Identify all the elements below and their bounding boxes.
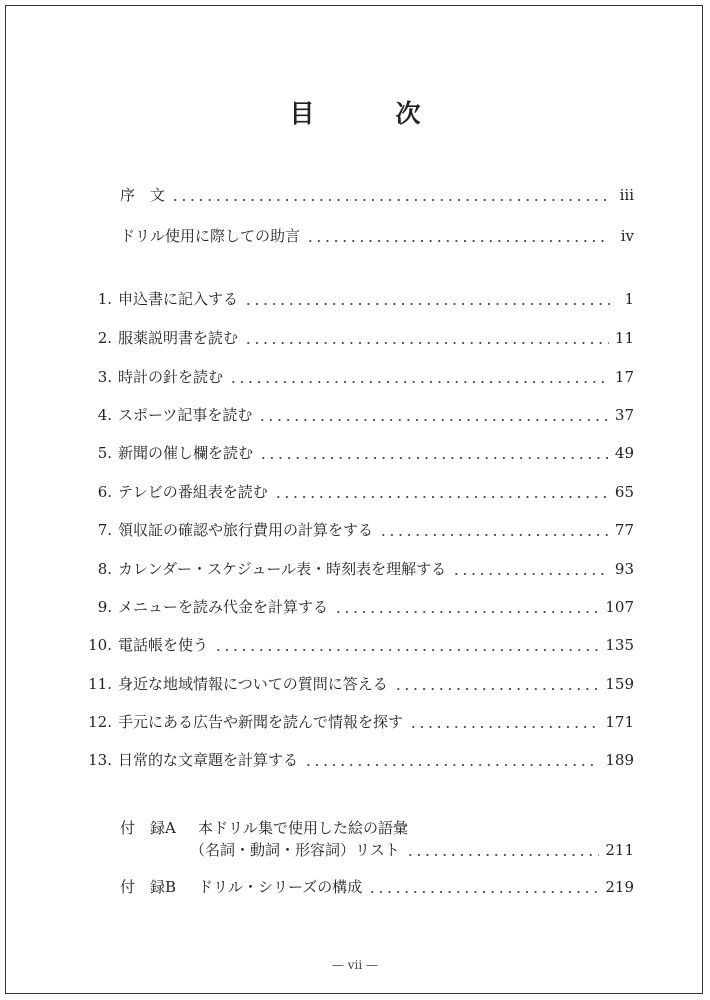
toc-entry-chapter[interactable] <box>80 673 634 695</box>
toc-entry-label: スポーツ記事を読む <box>118 406 253 424</box>
leader-dots <box>214 634 599 656</box>
page-number-footer: — vii — <box>331 958 379 972</box>
toc-entry-chapter[interactable] <box>80 327 634 349</box>
leader-dots <box>259 442 609 464</box>
leader-dots <box>244 288 610 310</box>
toc-entry-page: iii <box>619 186 634 204</box>
chapter-number: 13. <box>88 751 112 769</box>
toc-entry-page: 11 <box>614 329 634 347</box>
toc-entry-chapter[interactable] <box>80 749 634 771</box>
toc-entry-chapter[interactable] <box>80 366 634 388</box>
toc-entry-label: 電話帳を使う <box>118 636 209 654</box>
toc-entry-label: テレビの番組表を読む <box>118 483 268 501</box>
toc-entry-label: ドリル・シリーズの構成 <box>198 878 363 896</box>
toc-entry-chapter[interactable] <box>80 596 634 618</box>
appendix-b-label-group <box>80 876 362 898</box>
leader-dots <box>171 184 610 206</box>
chapter-number: 9. <box>97 598 112 616</box>
toc-entry-preface[interactable] <box>80 184 634 206</box>
toc-entry-label: （名詞・動詞・形容詞）リスト <box>190 841 400 859</box>
toc-entry-page: 219 <box>605 878 634 896</box>
toc-entry-label: 時計の針を読む <box>118 368 224 386</box>
toc-entry-page: 159 <box>605 675 634 693</box>
leader-dots <box>334 596 599 618</box>
toc-entry-page: 135 <box>605 636 634 654</box>
toc-entry-appendix-b[interactable] <box>80 876 634 898</box>
leader-dots <box>229 366 609 388</box>
toc-entry-chapter[interactable] <box>80 711 634 733</box>
toc-entry-page: 1 <box>624 290 634 308</box>
chapter-number: 3. <box>97 368 112 386</box>
leader-dots <box>406 839 600 861</box>
page-title: 目 次 <box>289 99 449 128</box>
toc-entry-page: 211 <box>605 841 634 859</box>
toc-entry-chapter[interactable] <box>80 442 634 464</box>
toc-entry-page: 65 <box>614 483 634 501</box>
leader-dots <box>258 404 609 426</box>
appendix-key: 付 録A <box>120 819 176 837</box>
toc-entry-chapter[interactable] <box>80 288 634 310</box>
toc-entry-label: 領収証の確認や旅行費用の計算をする <box>118 521 374 539</box>
chapter-number: 6. <box>97 483 112 501</box>
appendix-key: 付 録B <box>120 878 177 896</box>
chapter-number: 10. <box>88 636 112 654</box>
leader-dots <box>274 481 609 503</box>
toc-entry-page: 49 <box>614 444 634 462</box>
leader-dots <box>244 327 609 349</box>
toc-entry-label: 日常的な文章題を計算する <box>118 751 299 769</box>
appendix-label-line1: 本ドリル集で使用した絵の語彙 <box>198 819 409 837</box>
toc-entry-label: 手元にある広告や新聞を読んで情報を探す <box>118 713 404 731</box>
toc-entry-appendix-a[interactable] <box>80 839 634 861</box>
leader-dots <box>409 711 599 733</box>
toc-entry-page: 107 <box>605 598 634 616</box>
toc-entry-chapter[interactable] <box>80 404 634 426</box>
leader-dots <box>452 558 609 580</box>
appendix-a-heading[interactable] <box>120 817 408 839</box>
toc-entry-label: メニューを読み代金を計算する <box>118 598 329 616</box>
toc-entry-label: 新聞の催し欄を読む <box>118 444 254 462</box>
chapter-number: 7. <box>97 521 112 539</box>
toc-entry-label: カレンダー・スケジュール表・時刻表を理解する <box>118 560 447 578</box>
toc-entry-advice[interactable] <box>80 225 634 247</box>
toc-entry-label: 申込書に記入する <box>118 290 239 308</box>
chapter-number: 1. <box>97 290 112 308</box>
leader-dots <box>368 876 599 898</box>
leader-dots <box>394 673 600 695</box>
toc-entry-chapter[interactable] <box>80 634 634 656</box>
toc-entry-label: 服薬説明書を読む <box>118 329 239 347</box>
toc-entry-page: 17 <box>614 368 634 386</box>
chapter-number: 8. <box>97 560 112 578</box>
toc-entry-chapter[interactable] <box>80 519 634 541</box>
toc-entry-label: 身近な地域情報についての質問に答える <box>118 675 388 693</box>
toc-entry-page: 37 <box>614 406 634 424</box>
toc-entry-label: 序 文 <box>120 186 166 204</box>
chapter-number: 4. <box>97 406 112 424</box>
toc-entry-chapter[interactable] <box>80 481 634 503</box>
toc-entry-page: 189 <box>605 751 634 769</box>
chapter-number: 11. <box>88 675 112 693</box>
chapter-number: 12. <box>88 713 112 731</box>
leader-dots <box>379 519 609 541</box>
leader-dots <box>306 225 610 247</box>
toc-entry-page: 171 <box>605 713 634 731</box>
toc-entry-page: 93 <box>614 560 634 578</box>
toc-entry-chapter[interactable] <box>80 558 634 580</box>
toc-entry-page: 77 <box>614 521 634 539</box>
chapter-number: 5. <box>97 444 112 462</box>
toc-entry-label: ドリル使用に際しての助言 <box>120 227 301 245</box>
leader-dots <box>304 749 599 771</box>
toc-entry-page: iv <box>620 227 634 245</box>
chapter-number: 2. <box>97 329 112 347</box>
